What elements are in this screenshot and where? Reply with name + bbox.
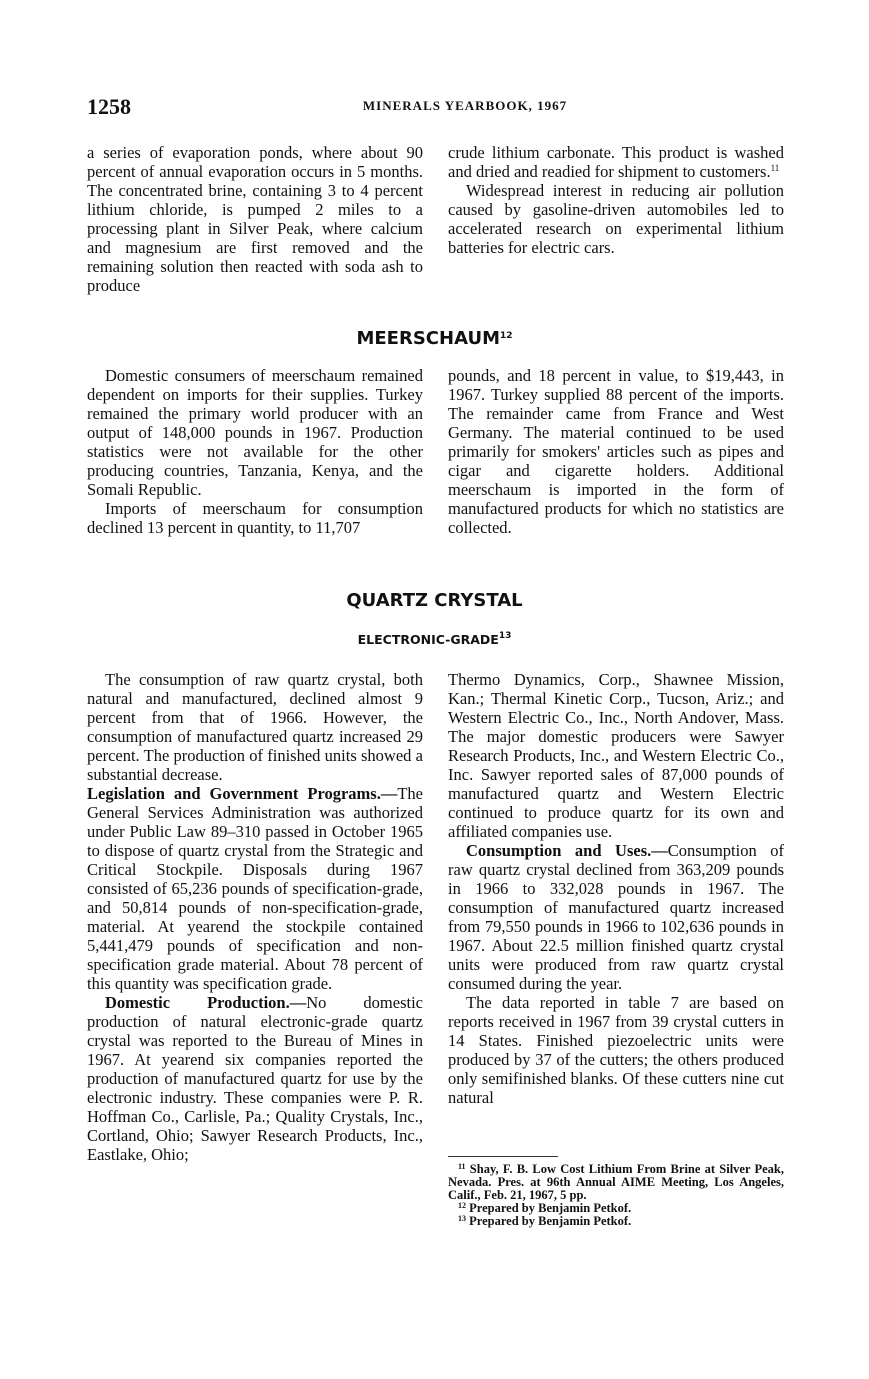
- quartz-right-paragraph-3: The data reported in table 7 are based on reports received in 1967 from 39 crystal cutters in 14 States. Finished piezoelectric units were produced by 37 of the cutters; the others produced only semifinished blanks. Of these cutters nine cut natural: [448, 993, 784, 1107]
- footnote-ref-11: 11: [770, 163, 780, 173]
- quartz-right-paragraph-2: [448, 841, 784, 993]
- meerschaum-heading: [0, 328, 869, 349]
- footnote-number: 12: [458, 1201, 466, 1210]
- footnote-11: [448, 1163, 784, 1202]
- lithium-right-text: crude lithium carbonate. This product is washed and dried and readied for shipment to customers.: [448, 143, 784, 181]
- legislation-heading: Legislation and Government Programs.—: [87, 784, 398, 803]
- footnote-number: 11: [458, 1162, 466, 1171]
- quartz-right-column: [448, 670, 784, 1107]
- meerschaum-right-paragraph: pounds, and 18 percent in value, to $19,443, in 1967. Turkey supplied 88 percent of the imports. The remainder came from France and West Germany. The material continued to be used primarily for smokers' articles such as pipes and cigar and cigarette holders. Additional meerschaum is imported in the form of manufactured products for which no statistics are collected.: [448, 366, 784, 537]
- legislation-text: The General Services Administration was authorized under Public Law 89–310 passed in October 1965 to dispose of quartz crystal from the Strategic and Critical Stockpile. Disposals during 1967 consisted of 65,236 pounds of specification-grade, and 50,814 pounds of non-specification-grade, material. At yearend the stockpile contained 5,441,479 pounds of specification and non-specification grade material. About 78 percent of this quantity was specification grade.: [87, 784, 423, 993]
- footnote-number: 13: [458, 1214, 466, 1223]
- meerschaum-left-column: [87, 366, 423, 537]
- meerschaum-title: MEERSCHAUM: [356, 328, 500, 349]
- quartz-heading: QUARTZ CRYSTAL: [346, 590, 523, 611]
- footnote-text: Prepared by Benjamin Petkof.: [469, 1214, 632, 1228]
- lithium-right-paragraph-1: [448, 143, 784, 181]
- consumption-heading: Consumption and Uses.—: [466, 841, 668, 860]
- footnote-ref-13: 13: [498, 631, 512, 641]
- quartz-left-paragraph-2: [87, 784, 423, 993]
- footnote-13: [448, 1215, 784, 1228]
- running-title: MINERALS YEARBOOK, 1967: [362, 98, 568, 113]
- quartz-subtitle: ELECTRONIC-GRADE: [357, 632, 499, 647]
- lithium-right-column: [448, 143, 784, 257]
- consumption-text: Consumption of raw quartz crystal declined from 363,209 pounds in 1966 to 332,028 pounds in 1967. The consumption of manufactured quartz increased from 79,550 pounds in 1966 to 102,636 pounds in 1967. About 22.5 million finished quartz crystal units were produced from raw quartz crystal consumed during the year.: [448, 841, 784, 993]
- quartz-right-paragraph-1: Thermo Dynamics, Corp., Shawnee Mission, Kan.; Thermal Kinetic Corp., Tucson, Ariz.; and Western Electric Co., Inc., North Andover, Mass. The major domestic producers were Sawyer Research Products, Inc., and Western Electric Co., Inc. Sawyer reported sales of 87,000 pounds of manufactured quartz and Western Electric continued to produce quartz for its own and affiliated companies use.: [448, 670, 784, 841]
- domestic-production-text: No domestic production of natural electronic-grade quartz crystal was reported to the Bureau of Mines in 1967. At yearend six companies reported the production of manufactured quartz for use by the electronic industry. These companies were P. R. Hoffman Co., Carlisle, Pa.; Quality Crystals, Inc., Cortland, Ohio; Sawyer Research Products, Inc., Eastlake, Ohio;: [87, 993, 423, 1164]
- footnotes: [448, 1163, 784, 1228]
- meerschaum-left-paragraph-1: Domestic consumers of meerschaum remained dependent on imports for their supplies. Turkey remained the primary world producer with an output of 148,000 pounds in 1967. Production statistics were not available for the other producing countries, Tanzania, Kenya, and the Somali Republic.: [87, 366, 423, 499]
- lithium-right-paragraph-2: Widespread interest in reducing air pollution caused by gasoline-driven automobiles led to accelerated research on experimental lithium batteries for electric cars.: [448, 181, 784, 257]
- footnote-text: Shay, F. B. Low Cost Lithium From Brine at Silver Peak, Nevada. Pres. at 96th Annual AIME Meeting, Los Angeles, Calif., Feb. 21, 1967, 5 pp.: [448, 1162, 785, 1202]
- footnote-ref-12: 12: [499, 331, 513, 341]
- quartz-subheading: [0, 632, 869, 647]
- domestic-production-heading: Domestic Production.—: [105, 993, 307, 1012]
- meerschaum-right-column: [448, 366, 784, 537]
- lithium-left-column: [87, 143, 423, 295]
- quartz-left-column: [87, 670, 423, 1164]
- quartz-left-paragraph-3: [87, 993, 423, 1164]
- footnote-rule: [448, 1156, 558, 1157]
- page-number: 1258: [87, 94, 131, 119]
- meerschaum-left-paragraph-2: Imports of meerschaum for consumption declined 13 percent in quantity, to 11,707: [87, 499, 423, 537]
- lithium-left-paragraph: a series of evaporation ponds, where about 90 percent of annual evaporation occurs in 5 months. The concentrated brine, containing 3 to 4 percent lithium chloride, is pumped 2 miles to a processing plant in Silver Peak, where calcium and magnesium are first removed and the remaining solution then reacted with soda ash to produce: [87, 143, 423, 295]
- footnote-text: Prepared by Benjamin Petkof.: [469, 1201, 632, 1215]
- quartz-left-paragraph-1: The consumption of raw quartz crystal, both natural and manufactured, declined almost 9 percent from that of 1966. However, the consumption of manufactured quartz increased 29 percent. The production of finished units showed a substantial decrease.: [87, 670, 423, 784]
